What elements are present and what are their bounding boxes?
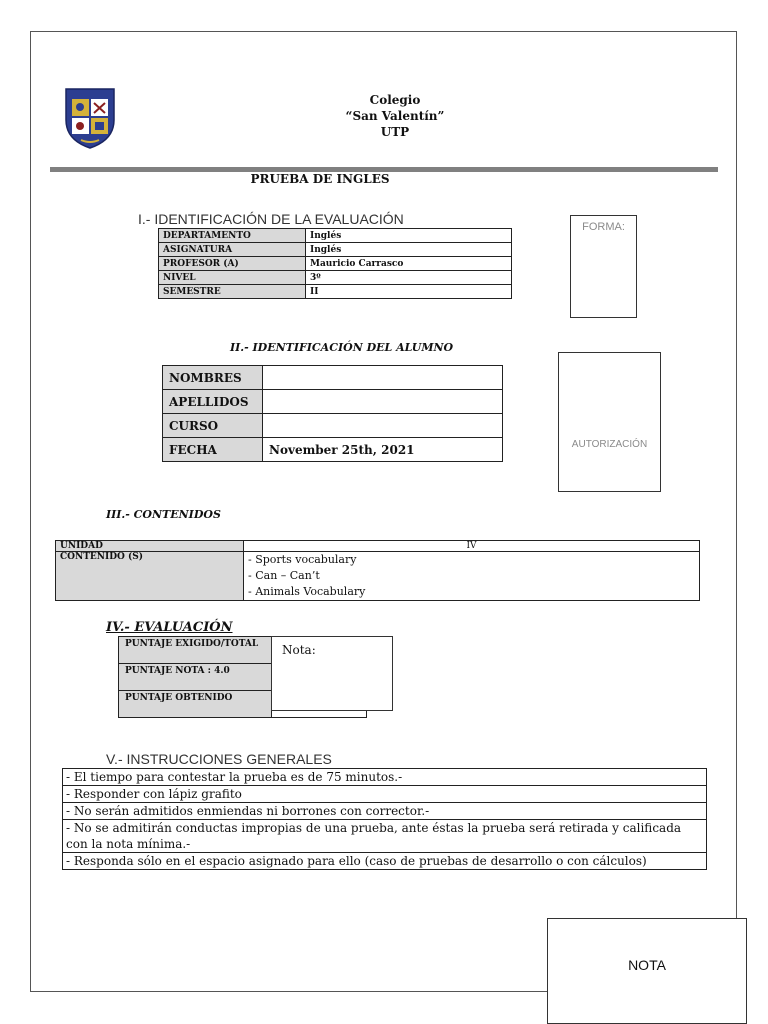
instruction-item: - No serán admitidos enmiendas ni borrones con corrector.-: [63, 803, 707, 820]
table-row: [163, 414, 503, 438]
nombres-field[interactable]: [263, 366, 503, 390]
row-label: PUNTAJE EXIGIDO/TOTAL: [119, 637, 272, 664]
contenido-label: CONTENIDO (S): [56, 552, 244, 601]
row-value: Mauricio Carrasco: [306, 257, 512, 271]
table-row: [159, 285, 512, 299]
unidad-label: UNIDAD: [56, 541, 244, 552]
curso-field[interactable]: [263, 414, 503, 438]
table-row: [159, 229, 512, 243]
contenido-item: - Sports vocabulary: [248, 553, 357, 566]
evaluation-id-table: [158, 228, 512, 299]
forma-box[interactable]: FORMA:: [570, 215, 637, 318]
instruction-item: - El tiempo para contestar la prueba es de 75 minutos.-: [63, 769, 707, 786]
table-row: [63, 820, 707, 853]
row-label: PROFESOR (A): [159, 257, 306, 271]
table-row: [56, 552, 700, 601]
table-row: [63, 769, 707, 786]
row-label: DEPARTAMENTO: [159, 229, 306, 243]
school-line-1: Colegio: [369, 93, 421, 107]
row-value: II: [306, 285, 512, 299]
section-2-title: II.- IDENTIFICACIÓN DEL ALUMNO: [230, 341, 454, 354]
row-label: SEMESTRE: [159, 285, 306, 299]
section-5-title: V.- INSTRUCCIONES GENERALES: [106, 751, 332, 767]
section-3-title: III.- CONTENIDOS: [106, 508, 221, 521]
row-value: 3º: [306, 271, 512, 285]
instruction-item: - Responder con lápiz grafito: [63, 786, 707, 803]
student-id-table: [162, 365, 503, 462]
table-row: [63, 786, 707, 803]
row-label: APELLIDOS: [163, 390, 263, 414]
row-label: NOMBRES: [163, 366, 263, 390]
contenido-list: [244, 552, 700, 601]
unidad-value: IV: [244, 541, 700, 552]
nota-final-box[interactable]: NOTA: [547, 918, 747, 1024]
contenido-item: - Can – Can’t: [248, 569, 320, 582]
table-row: [163, 390, 503, 414]
table-row: [63, 853, 707, 870]
table-row: [163, 438, 503, 462]
apellidos-field[interactable]: [263, 390, 503, 414]
contents-table: [55, 540, 700, 601]
school-line-3: UTP: [380, 125, 410, 139]
row-value: Inglés: [306, 229, 512, 243]
table-row: [159, 271, 512, 285]
row-label: PUNTAJE OBTENIDO: [119, 691, 272, 718]
section-4-title: IV.- EVALUACIÓN: [106, 620, 233, 635]
school-line-2: “San Valentín”: [345, 109, 445, 123]
contenido-item: - Animals Vocabulary: [248, 585, 366, 598]
row-label: CURSO: [163, 414, 263, 438]
school-crest-logo: [63, 86, 117, 150]
table-row: [159, 243, 512, 257]
school-name: [300, 92, 490, 140]
table-row: [56, 541, 700, 552]
instructions-table: [62, 768, 707, 870]
instruction-item: - Responda sólo en el espacio asignado para ello (caso de pruebas de desarrollo o con cálculos): [63, 853, 707, 870]
row-label: ASIGNATURA: [159, 243, 306, 257]
fecha-field[interactable]: November 25th, 2021: [263, 438, 503, 462]
row-label: FECHA: [163, 438, 263, 462]
nota-box[interactable]: Nota:: [271, 636, 393, 711]
row-value: Inglés: [306, 243, 512, 257]
row-label: NIVEL: [159, 271, 306, 285]
section-1-title: I.- IDENTIFICACIÓN DE LA EVALUACIÓN: [138, 211, 404, 227]
autorizacion-box[interactable]: AUTORIZACIÓN: [558, 352, 661, 492]
row-label: PUNTAJE NOTA : 4.0: [119, 664, 272, 691]
instruction-item: - No se admitirán conductas impropias de una prueba, ante éstas la prueba será retirada y calificada con la nota mínima.-: [63, 820, 707, 853]
table-row: [63, 803, 707, 820]
table-row: [159, 257, 512, 271]
test-title: PRUEBA DE INGLES: [250, 172, 390, 186]
table-row: [163, 366, 503, 390]
